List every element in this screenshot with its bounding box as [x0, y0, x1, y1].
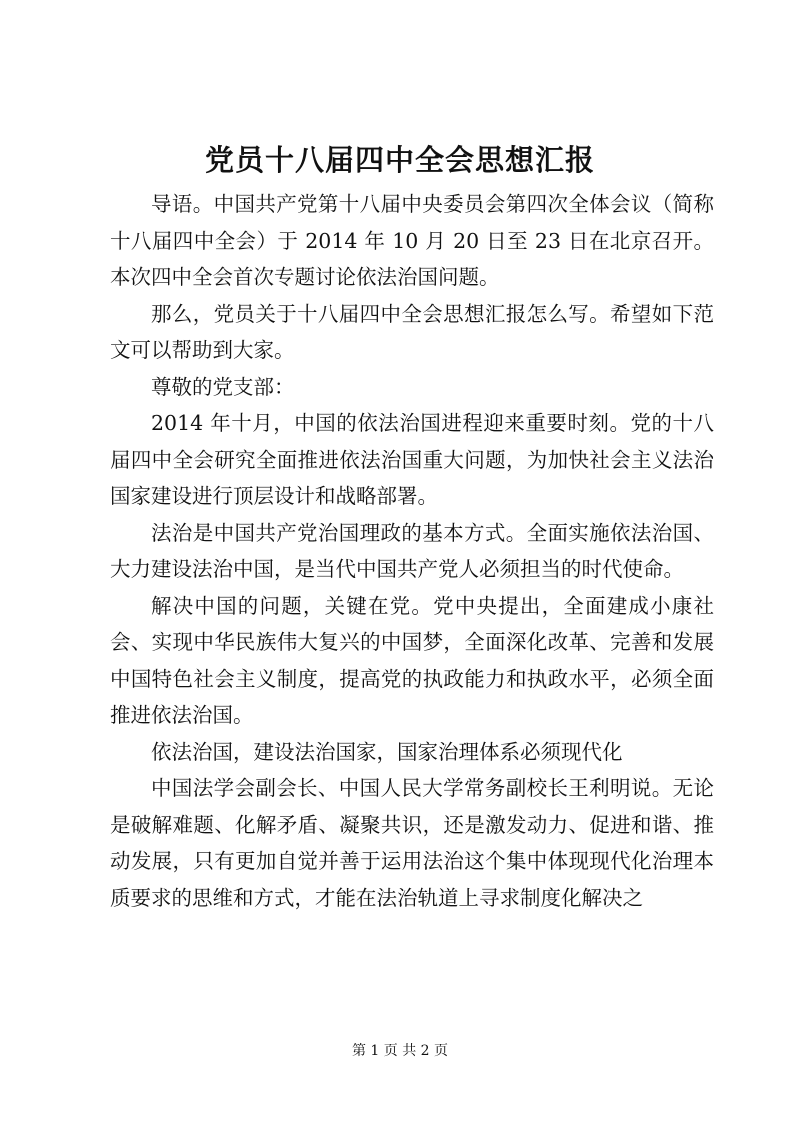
paragraph-how-to-write: 那么，党员关于十八届四中全会思想汇报怎么写。希望如下范文可以帮助到大家。 — [110, 301, 714, 362]
paragraph-key-is-party: 解决中国的问题，关键在党。党中央提出，全面建成小康社会、实现中华民族伟大复兴的中国梦，全面深化改革、完善和发展中国特色社会主义制度，提高党的执政能力和执政水平，必须全面推进依法治国。 — [110, 593, 714, 727]
document-body — [110, 186, 714, 916]
paragraph-intro: 导语。中国共产党第十八届中央委员会第四次全体会议（简称十八届四中全会）于 2014 年 10 月 20 日至 23 日在北京召开。本次四中全会首次专题讨论依法治国问题。 — [110, 192, 714, 289]
paragraph-important-moment: 2014 年十月，中国的依法治国进程迎来重要时刻。党的十八届四中全会研究全面推进依法治国重大问题，为加快社会主义法治国家建设进行顶层设计和战略部署。 — [110, 411, 714, 508]
document-title: 党员十八届四中全会思想汇报 — [204, 143, 595, 177]
paragraph-modernization: 依法治国，建设法治国家，国家治理体系必须现代化 — [151, 739, 623, 764]
page-footer: 第 1 页 共 2 页 — [351, 1043, 449, 1059]
paragraph-rule-of-law: 法治是中国共产党治国理政的基本方式。全面实施依法治国、大力建设法治中国，是当代中国共产党人必须担当的时代使命。 — [110, 520, 714, 581]
paragraph-wang-liming: 中国法学会副会长、中国人民大学常务副校长王利明说。无论是破解难题、化解矛盾、凝聚共识，还是激发动力、促进和谐、推动发展，只有更加自觉并善于运用法治这个集中体现现代化治理本质要求的思维和方式，才能在法治轨道上寻求制度化解决之 — [110, 776, 714, 910]
paragraph-salutation: 尊敬的党支部： — [151, 374, 295, 399]
